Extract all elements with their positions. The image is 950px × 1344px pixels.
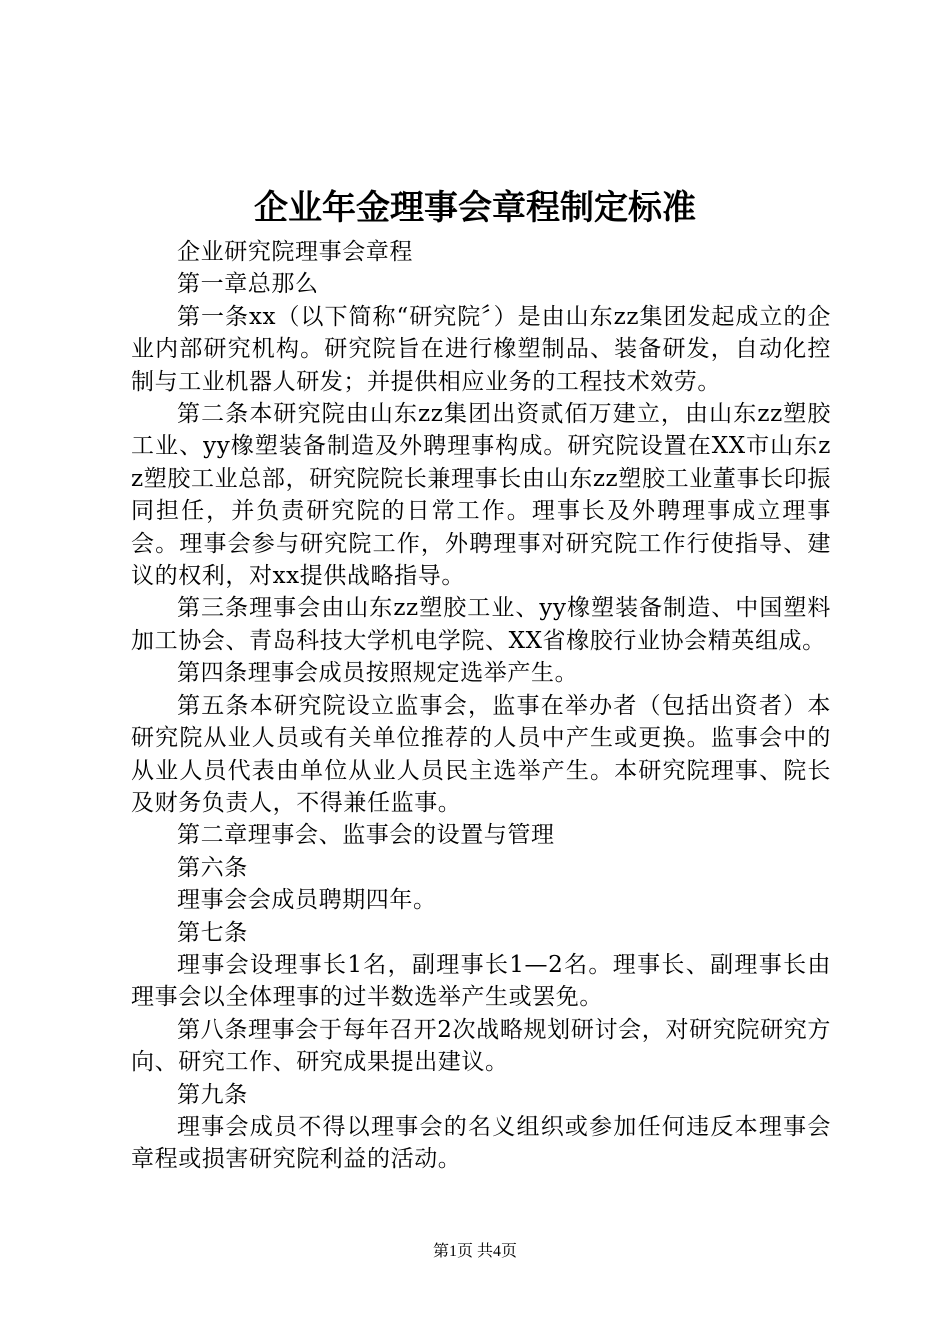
paragraph-article-8: 第八条理事会于每年召开2次战略规划研讨会，对研究院研究方向、研究工作、研究成果提出建议。 — [131, 1016, 831, 1076]
document-body — [131, 236, 831, 1176]
paragraph-article-7-body: 理事会设理事长1名，副理事长1—2名。理事长、副理事长由理事会以全体理事的过半数选举产生或罢免。 — [131, 951, 831, 1011]
paragraph-article-9-heading: 第九条 — [177, 1081, 248, 1108]
paragraph-article-1: 第一条xx（以下简称“研究院〞）是由山东zz集团发起成立的企业内部研究机构。研究院旨在进行橡塑制品、装备研发，自动化控制与工业机器人研发；并提供相应业务的工程技术效劳。 — [131, 303, 831, 395]
paragraph-article-3: 第三条理事会由山东zz塑胶工业、yy橡塑装备制造、中国塑料加工协会、青岛科技大学机电学院、XX省橡胶行业协会精英组成。 — [131, 595, 831, 654]
paragraph-chapter-1: 第一章总那么 — [177, 271, 319, 298]
paragraph-article-9-body: 理事会成员不得以理事会的名义组织或参加任何违反本理事会章程或损害研究院利益的活动。 — [131, 1113, 831, 1173]
paragraph-article-4: 第四条理事会成员按照规定选举产生。 — [177, 660, 579, 687]
paragraph-article-7-heading: 第七条 — [177, 919, 248, 946]
paragraph-chapter-2: 第二章理事会、监事会的设置与管理 — [177, 822, 555, 849]
paragraph-heading: 企业研究院理事会章程 — [177, 239, 413, 265]
paragraph-article-5: 第五条本研究院设立监事会，监事在举办者（包括出资者）本研究院从业人员或有关单位推荐的人员中产生或更换。监事会中的从业人员代表由单位从业人员民主选举产生。本研究院理事、院长及财务负责人，不得兼任监事。 — [131, 692, 831, 816]
paragraph-article-6-heading: 第六条 — [177, 854, 248, 881]
document-title: 企业年金理事会章程制定标准 — [254, 188, 696, 228]
page-footer: 第1页 共4页 — [432, 1243, 517, 1260]
paragraph-article-6-body: 理事会会成员聘期四年。 — [177, 887, 437, 914]
paragraph-article-2: 第二条本研究院由山东zz集团出资贰佰万建立，由山东zz塑胶工业、yy橡塑装备制造及外聘理事构成。研究院设置在XX市山东zz塑胶工业总部，研究院院长兼理事长由山东zz塑胶工业董事长印振同担任，并负责研究院的日常工作。理事长及外聘理事成立理事会。理事会参与研究院工作，外聘理事对研究院工作行使指导、建议的权利，对xx提供战略指导。 — [131, 401, 831, 590]
